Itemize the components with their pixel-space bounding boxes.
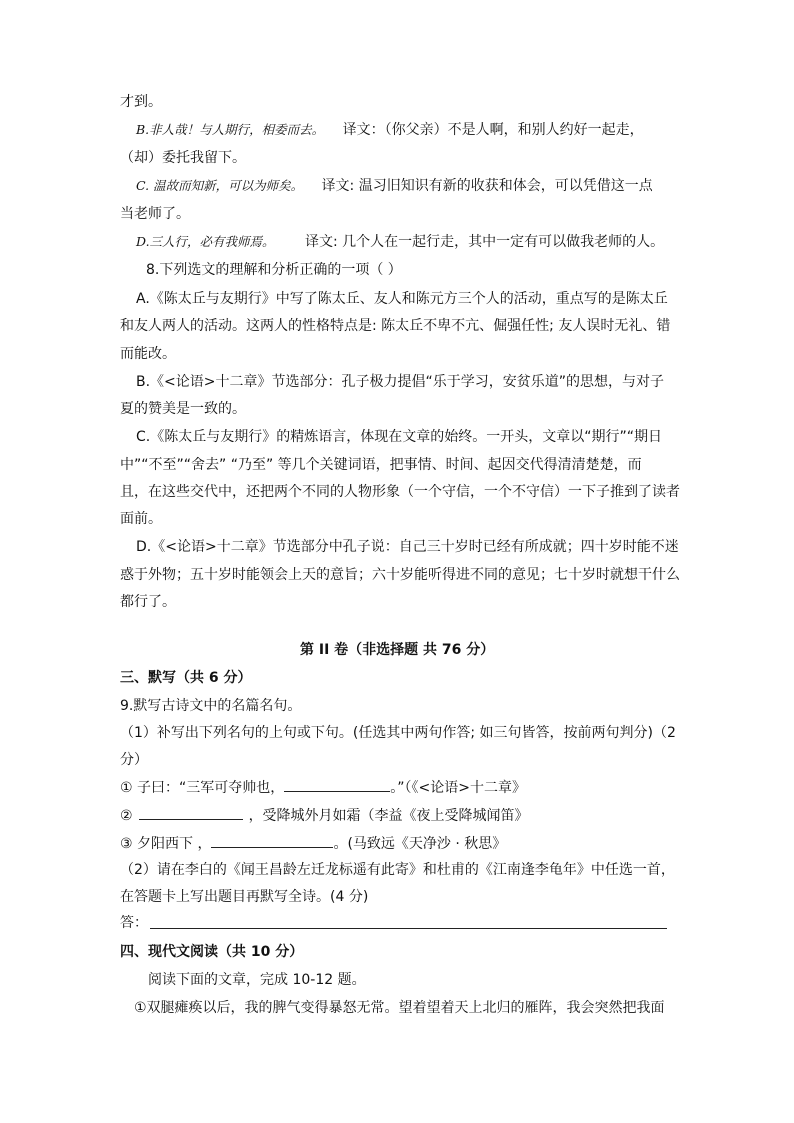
q8-option-a-line-2: 和友人两人的活动。这两人的性格特点是: 陈太丘不卑不亢、倔强任性; 友人误时无礼、错	[120, 318, 671, 334]
q8-option-b-line-1: B.《<论语>十二章》节选部分：孔子极力提倡“乐于学习，安贫乐道”的思想，与对子	[136, 374, 665, 390]
q9-part-2-line-2: 在答题卡上写出题目再默写全诗。(4 分)	[120, 889, 369, 905]
fill-in-item-1	[120, 777, 526, 798]
q8-option-c-line-4: 面前。	[120, 511, 162, 527]
translation-d: 译文: 几个人在一起行走，其中一定有可以做我老师的人。	[305, 234, 665, 250]
translation-c: 译文: 温习旧知识有新的收获和体会，可以凭借这一点	[321, 178, 653, 194]
q8-option-b-line-2: 夏的赞美是一致的。	[120, 401, 246, 417]
text-line-1: 才到。	[120, 94, 162, 110]
q8-option-c-line-1: C.《陈太丘与友期行》的精炼语言，体现在文章的始终。一开头，文章以“期行”“期日	[136, 429, 662, 445]
translation-b: 译文：（你父亲）不是人啊，和别人约好一起走，	[342, 122, 644, 138]
fill-1-prefix: ① 子曰：“三军可夺帅也，	[120, 780, 285, 796]
option-c-translation-line	[136, 176, 653, 196]
q8-option-c-line-2: 中”“不至”“舍去” “乃至” 等几个关键词语，把事情、时间、起因交代得清清楚楚，而	[120, 457, 642, 473]
fill-3-prefix: ③ 夕阳西下 ，	[120, 836, 212, 852]
section-2-title: 第 II 卷（非选择题 共 76 分）	[300, 642, 495, 658]
reading-intro: 阅读下面的文章，完成 10-12 题。	[148, 972, 366, 988]
fill-2-suffix: ，受降城外月如霜（李益《夜上受降城闻笛》	[248, 808, 529, 824]
fill-1-blank	[284, 777, 390, 792]
classical-text-b: B.非人哉！与人期行，相委而去。	[136, 122, 325, 137]
fill-2-blank	[139, 805, 243, 820]
reading-paragraph-1: ①双腿瘫痪以后，我的脾气变得暴怒无常。望着望着天上北归的雁阵，我会突然把我面	[134, 1000, 665, 1016]
text-line-3: （却）委托我留下。	[120, 150, 246, 166]
fill-3-blank	[211, 833, 333, 848]
answer-line	[150, 928, 667, 929]
option-b-translation-line	[136, 120, 644, 140]
q9-part-2-line-1: （2）请在李白的《闻王昌龄左迁龙标遥有此寄》和杜甫的《江南逢李龟年》中任选一首，	[120, 862, 675, 878]
question-9: 9.默写古诗文中的名篇名句。	[120, 698, 302, 714]
classical-text-c: C. 温故而知新，可以为师矣。	[136, 178, 304, 193]
q9-part-1-line-2: 分）	[120, 752, 148, 768]
section-4-heading: 四、现代文阅读（共 10 分）	[120, 944, 304, 960]
question-8: 8.下列选文的理解和分析正确的一项（ ）	[146, 262, 402, 278]
q9-part-1-line-1: （1）补写出下列名句的上句或下句。(任选其中两句作答; 如三句皆答，按前两句判分)（2	[120, 725, 676, 741]
q8-option-d-line-2: 惑于外物；五十岁时能领会上天的意旨；六十岁能听得进不同的意见；七十岁时就想干什么	[120, 567, 680, 583]
fill-1-suffix: 。”（《<论语>十二章》	[390, 780, 526, 796]
fill-in-item-3	[120, 833, 506, 854]
fill-2-prefix: ②	[120, 808, 133, 824]
q8-option-a-line-3: 而能改。	[120, 346, 176, 362]
classical-text-d: D.三人行，必有我师焉。	[136, 234, 275, 249]
q8-option-a-line-1: A.《陈太丘与友期行》中写了陈太丘、友人和陈元方三个人的活动，重点写的是陈太丘	[136, 291, 668, 307]
option-d-translation-line	[136, 232, 664, 252]
q8-option-d-line-1: D.《<论语>十二章》节选部分中孔子说：自己三十岁时已经有所成就；四十岁时能不迷	[136, 539, 679, 555]
answer-label: 答：	[120, 915, 148, 931]
text-line-5: 当老师了。	[120, 206, 190, 222]
fill-in-item-2	[120, 805, 529, 826]
section-3-heading: 三、默写（共 6 分）	[120, 670, 252, 686]
q8-option-c-line-3: 且，在这些交代中，还把两个不同的人物形象（一个守信，一个不守信）一下子推到了读者	[120, 484, 680, 500]
q8-option-d-line-3: 都行了。	[120, 594, 176, 610]
fill-3-suffix: 。(马致远《天净沙 · 秋思》	[333, 836, 507, 852]
